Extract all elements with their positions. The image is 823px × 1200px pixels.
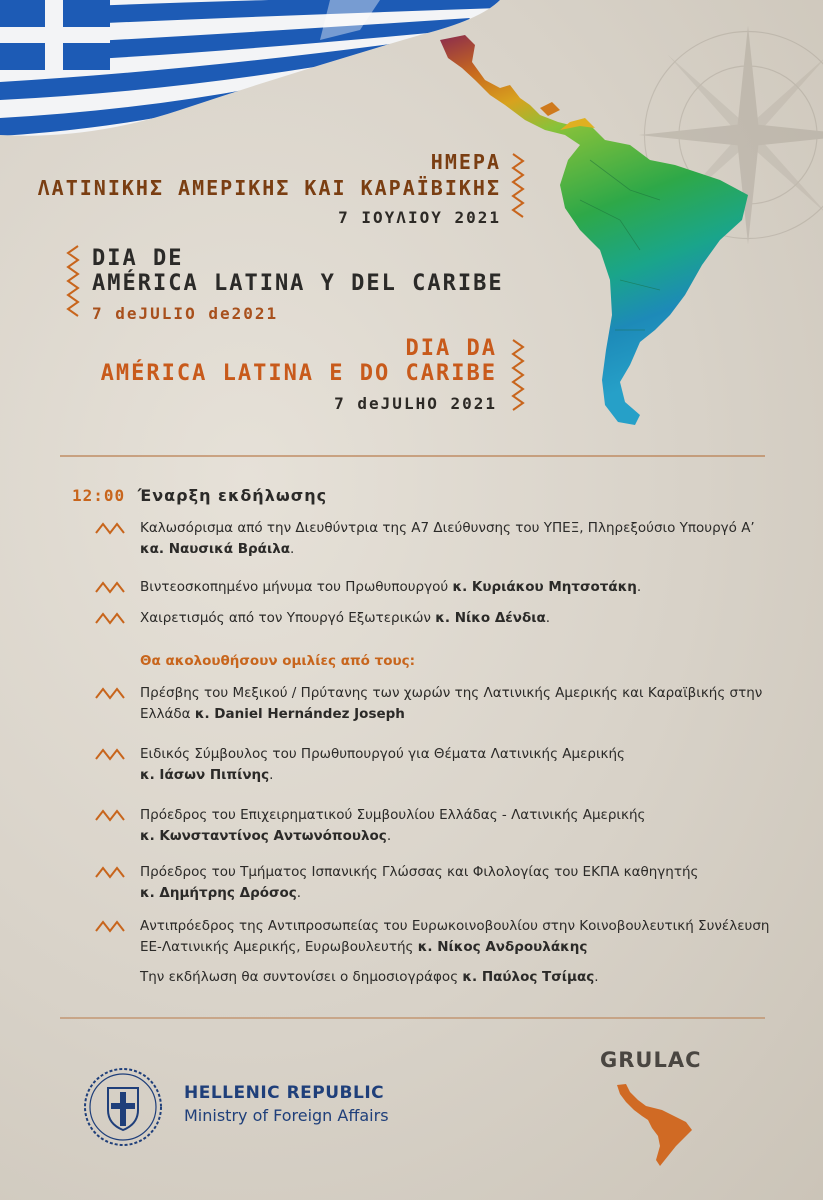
- grulac-logo-text: GRULAC: [600, 1048, 702, 1072]
- triangle-marker-icon: [95, 580, 125, 594]
- zigzag-ornament-icon: [511, 152, 525, 220]
- agenda-item-text: Βιντεοσκοπημένο μήνυμα του Πρωθυπουργού: [140, 579, 449, 595]
- triangle-marker-icon: [95, 611, 125, 625]
- agenda-item: [95, 518, 780, 560]
- agenda-item-name: κα. Ναυσικά Βράιλα: [140, 541, 291, 557]
- opening-label: Έναρξη εκδήλωσης: [137, 486, 328, 505]
- ministry-dept: Ministry of Foreign Affairs: [184, 1106, 389, 1125]
- agenda-item-suffix: .: [636, 579, 642, 595]
- moderator-name: κ. Παύλος Τσίμας: [462, 969, 595, 985]
- portuguese-date: 7 deJULHO 2021: [334, 394, 497, 413]
- speaker-suffix: .: [269, 767, 274, 783]
- portuguese-title: [101, 336, 497, 413]
- ministry-block: [184, 1083, 389, 1125]
- triangle-marker-icon: [95, 747, 125, 761]
- speaker-item: [95, 916, 780, 958]
- spanish-title-line1: DIA DE: [92, 246, 184, 271]
- agenda-item: [95, 577, 780, 598]
- speakers-subheading: Θα ακολουθήσουν ομιλίες από τους:: [140, 653, 416, 669]
- speaker-item: [95, 683, 780, 725]
- triangle-marker-icon: [95, 686, 125, 700]
- agenda-item-suffix: .: [545, 610, 551, 626]
- greek-title-line1: ΗΜΕΡΑ: [430, 150, 501, 174]
- spanish-title: [92, 246, 504, 323]
- portuguese-title-line1: DIA DA: [405, 336, 497, 361]
- speaker-name: κ. Δημήτρης Δρόσος: [140, 885, 297, 901]
- speaker-name: κ. Ιάσων Πιπίνης: [140, 767, 270, 783]
- divider: [60, 455, 765, 457]
- moderator-text: Την εκδήλωση θα συντονίσει ο δημοσιογράφος: [140, 969, 459, 985]
- zigzag-ornament-icon: [66, 244, 80, 324]
- agenda-item-name: κ. Κυριάκου Μητσοτάκη: [452, 579, 637, 595]
- moderator-suffix: .: [594, 969, 599, 985]
- speaker-suffix: .: [386, 828, 392, 844]
- agenda-item-name: κ. Νίκο Δένδια: [435, 610, 546, 626]
- triangle-marker-icon: [95, 521, 125, 535]
- agenda-item-text: Καλωσόρισμα από την Διευθύντρια της Α7 Διεύθυνσης του ΥΠΕΞ, Πληρεξούσιο Υπουργό Α’: [140, 520, 755, 536]
- triangle-marker-icon: [95, 919, 125, 933]
- spanish-title-line2: AMÉRICA LATINA Y DEL CARIBE: [92, 271, 504, 296]
- agenda-item: [95, 608, 780, 629]
- triangle-marker-icon: [95, 865, 125, 879]
- opening-time: 12:00: [72, 486, 126, 505]
- greek-date: 7 ΙΟΥΛΙΟΥ 2021: [338, 208, 501, 227]
- speaker-text: Πρέσβης του Μεξικού / Πρύτανης των χωρών της Λατινικής Αμερικής και Καραϊβικής στην Ελλάδα: [140, 685, 763, 722]
- grulac-map-icon: [612, 1080, 702, 1170]
- opening-line: [72, 486, 327, 505]
- speaker-item: [95, 862, 780, 904]
- triangle-marker-icon: [95, 808, 125, 822]
- speaker-name: κ. Νίκος Ανδρουλάκης: [417, 939, 588, 955]
- speaker-item: [95, 744, 780, 786]
- moderator-line: [140, 969, 599, 985]
- speaker-name: κ. Daniel Hernández Joseph: [194, 706, 405, 722]
- agenda-item-suffix: .: [290, 541, 295, 557]
- speaker-item: [95, 805, 780, 847]
- speaker-text: Ειδικός Σύμβουλος του Πρωθυπουργού για Θέματα Λατινικής Αμερικής: [140, 746, 625, 762]
- divider: [60, 1017, 765, 1019]
- greek-coat-of-arms-icon: [82, 1066, 164, 1148]
- greek-title: [38, 150, 501, 227]
- portuguese-title-line2: AMÉRICA LATINA E DO CARIBE: [100, 361, 497, 386]
- ministry-name: HELLENIC REPUBLIC: [184, 1083, 385, 1103]
- speaker-text: Πρόεδρος του Επιχειρηματικού Συμβουλίου Ελλάδας - Λατινικής Αμερικής: [140, 807, 646, 823]
- speaker-suffix: .: [296, 885, 302, 901]
- speaker-text: Αντιπρόεδρος της Αντιπροσωπείας του Ευρωκοινοβουλίου στην Κοινοβουλευτική Συνέλευση ΕΕ-Λατινικής Αμερικής, Ευρωβουλευτής: [140, 918, 770, 955]
- zigzag-ornament-icon: [511, 338, 525, 416]
- spanish-date: 7 deJULIO de2021: [92, 304, 279, 323]
- greek-title-line2: ΛΑΤΙΝΙΚΗΣ ΑΜΕΡΙΚΗΣ ΚΑΙ ΚΑΡΑΪΒΙΚΗΣ: [37, 176, 501, 200]
- agenda-item-text: Χαιρετισμός από τον Υπουργό Εξωτερικών: [140, 610, 431, 626]
- speaker-name: κ. Κωνσταντίνος Αντωνόπουλος: [140, 828, 387, 844]
- speaker-text: Πρόεδρος του Τμήματος Ισπανικής Γλώσσας και Φιλολογίας του ΕΚΠΑ καθηγητής: [140, 864, 699, 880]
